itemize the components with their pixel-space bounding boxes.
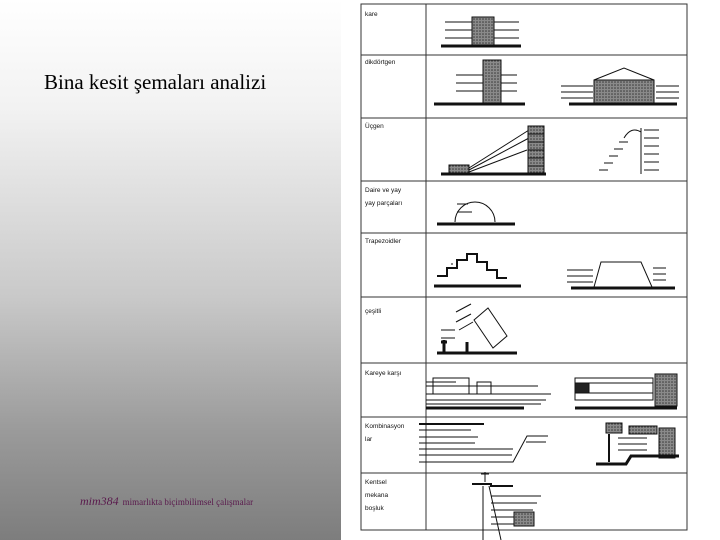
row-label-kombinasyonlar: Kombinasyon lar xyxy=(365,423,405,443)
row-label-cesitli: çeşitli xyxy=(365,308,382,315)
row-label-daire: Daire ve yay yay parçaları xyxy=(365,187,403,207)
row-label-kentsel: Kentsel mekana boşluk xyxy=(365,479,389,512)
sketch-trapez-platform xyxy=(567,262,675,288)
slide-title: Bina kesit şemaları analizi xyxy=(44,70,267,94)
sketch-kombinasyon-towers xyxy=(596,423,679,464)
sketch-kombinasyon-ramp xyxy=(419,424,548,462)
sketch-daire-dome xyxy=(437,202,515,224)
sketch-cesitli-tilted xyxy=(437,304,517,353)
sketch-kareye-right xyxy=(575,374,677,408)
sketch-kareye-left xyxy=(426,378,551,408)
section-diagram-svg xyxy=(341,0,720,540)
sketch-ucgen-cable xyxy=(441,126,546,174)
sketch-dikdortgen-gable xyxy=(561,68,679,104)
row-label-trapezoidler: Trapezoidler xyxy=(365,238,401,245)
row-label-ucgen: Üçgen xyxy=(365,123,384,130)
sketch-dikdortgen-tower xyxy=(434,60,525,104)
sketch-kare xyxy=(441,17,521,46)
row-label-kareye-karsi: Kareye karşı xyxy=(365,370,402,377)
sketch-ucgen-steps xyxy=(599,128,659,174)
slide-footer xyxy=(80,492,253,510)
row-label-dikdortgen: dikdörtgen xyxy=(365,59,396,66)
section-diagram-figure xyxy=(341,0,720,540)
sketch-trapez-stepped xyxy=(434,254,521,286)
footer-course-code: mim384 xyxy=(80,494,119,508)
row-label-kare: kare xyxy=(365,11,378,18)
footer-course-title: mimarlıkta biçimbilimsel çalışmalar xyxy=(122,497,254,507)
